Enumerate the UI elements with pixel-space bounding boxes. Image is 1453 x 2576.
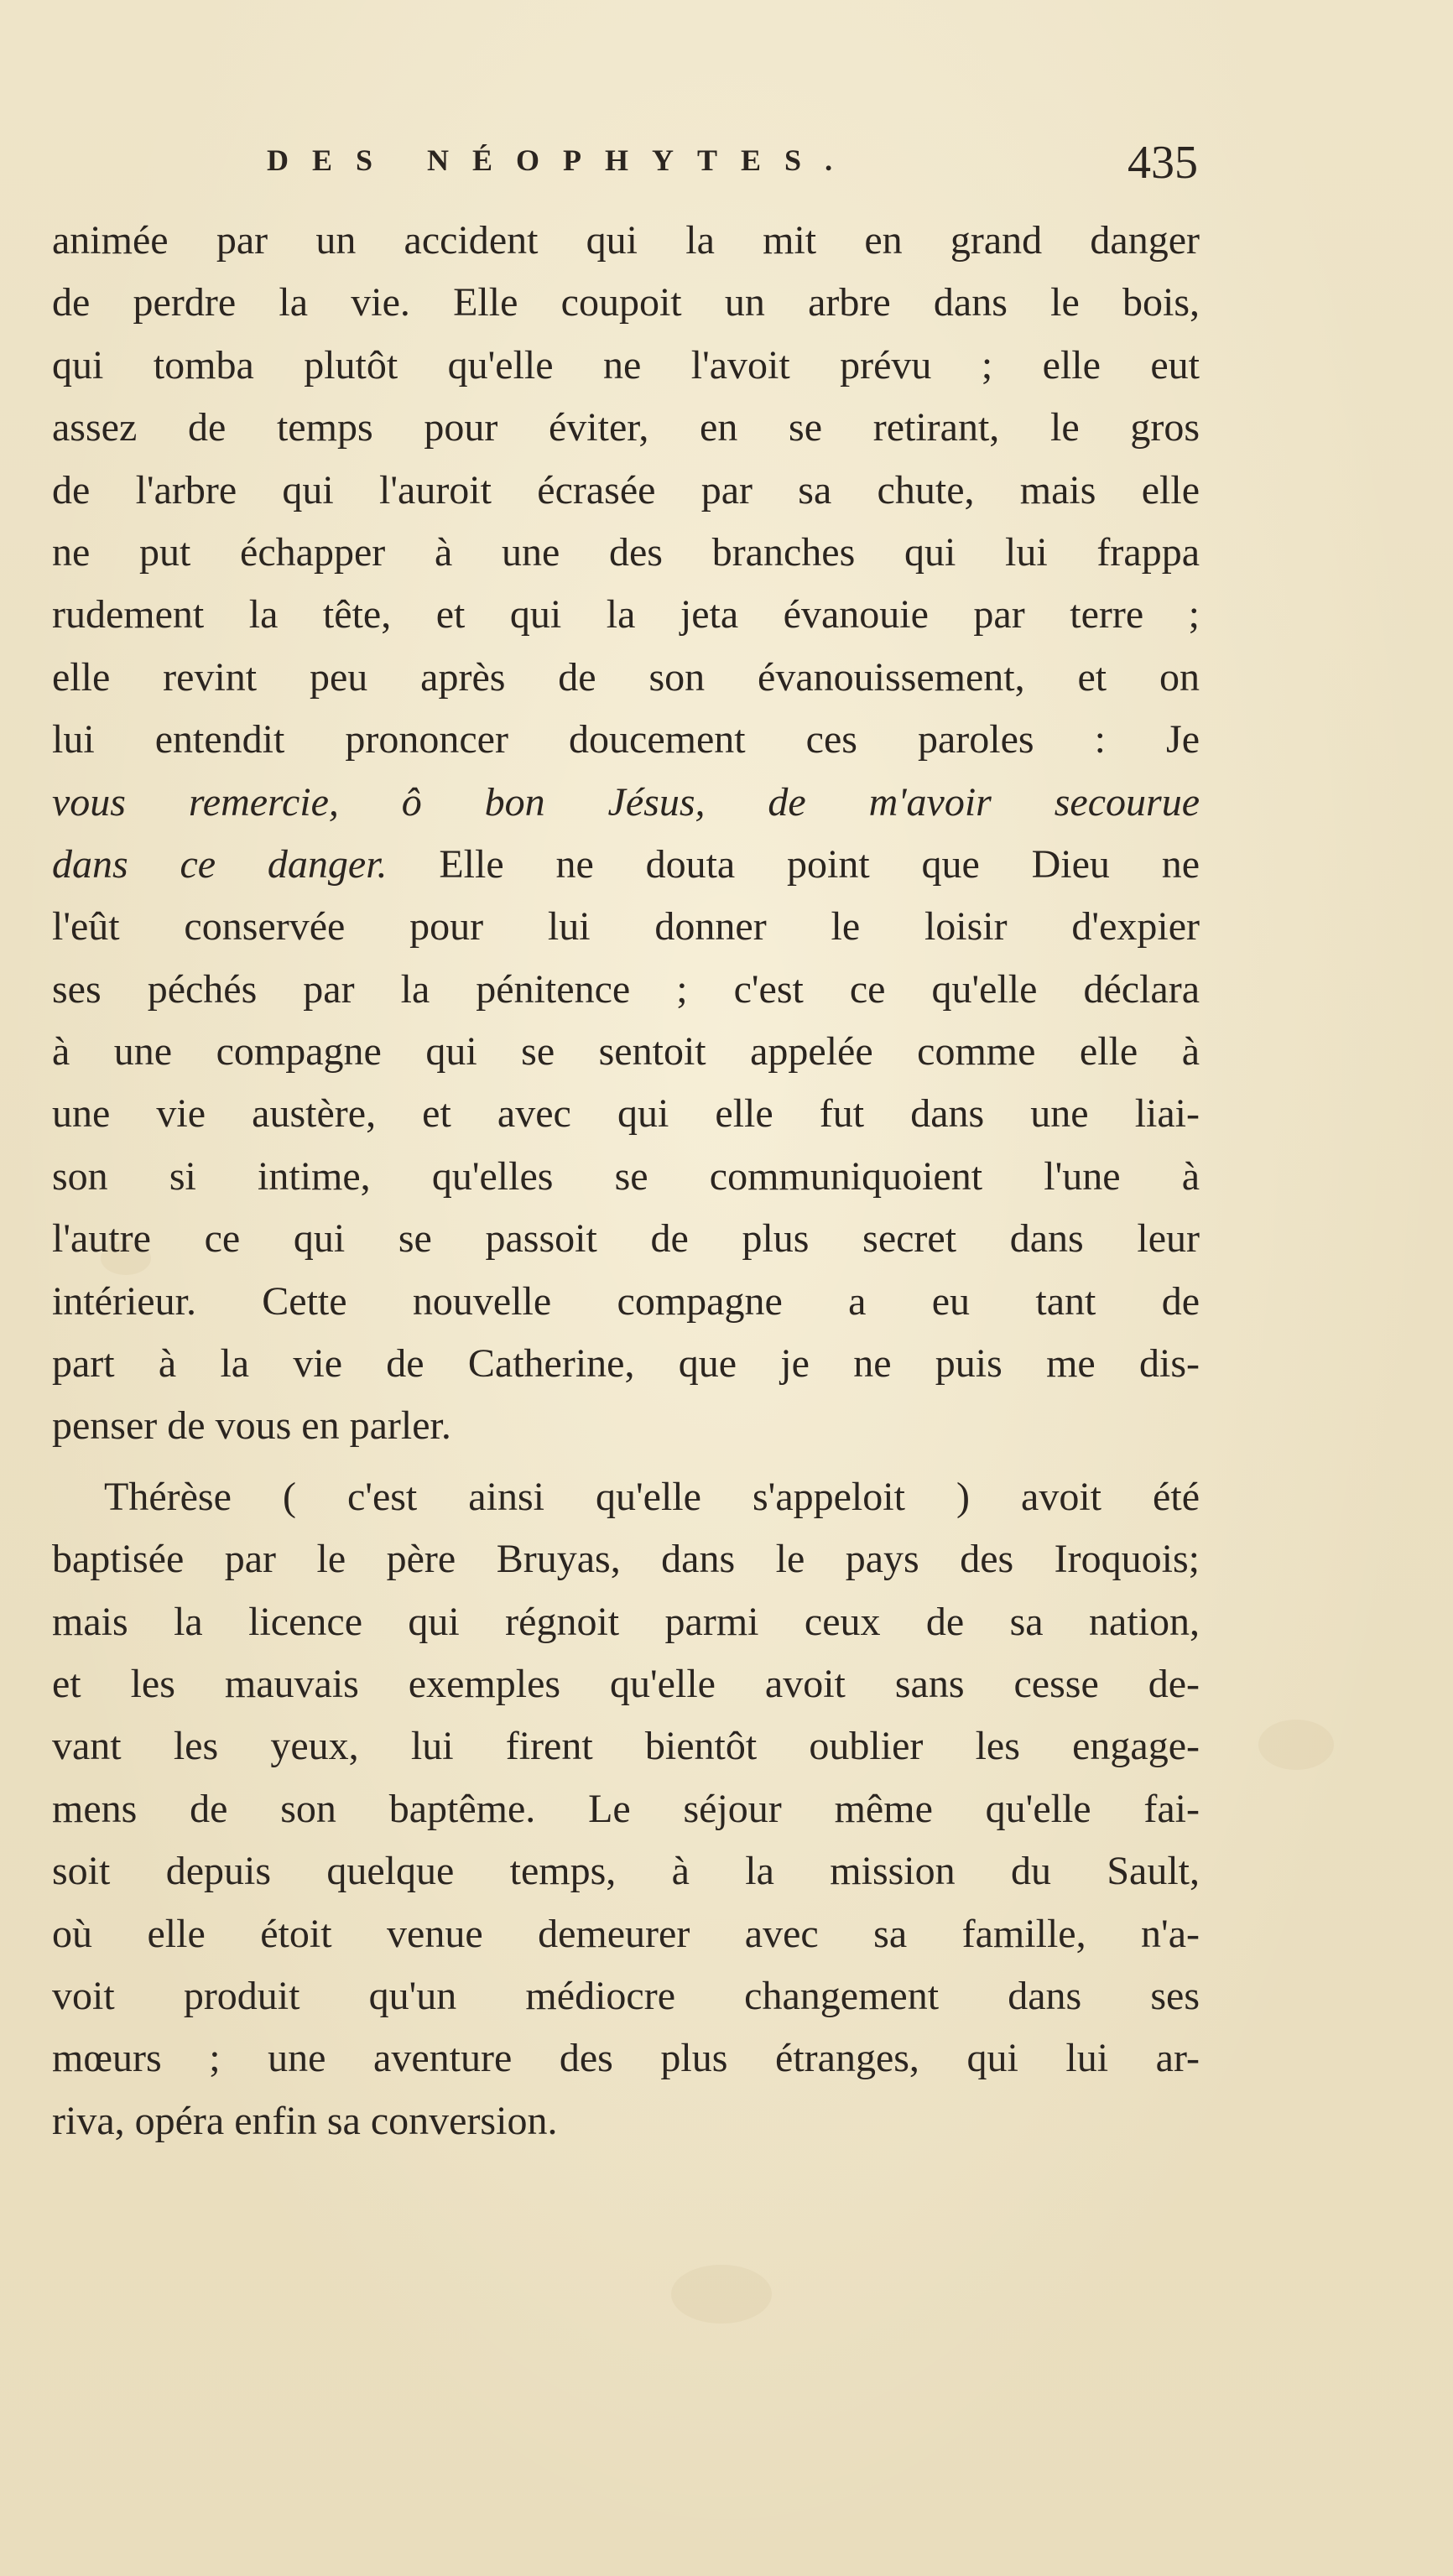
body-text bbox=[52, 210, 1200, 2152]
text-line: Thérèse ( c'est ainsi qu'elle s'appeloit ) avoit été bbox=[104, 1474, 1200, 1519]
text-line: l'autre ce qui se passoit de plus secret dans leur bbox=[52, 1216, 1200, 1262]
page-header bbox=[267, 136, 1198, 189]
text-line: une vie austère, et avec qui elle fut dans une liai- bbox=[52, 1091, 1200, 1137]
text-line: soit depuis quelque temps, à la mission du Sault, bbox=[52, 1849, 1200, 1894]
paper-stain bbox=[671, 2265, 772, 2324]
text-line: son si intime, qu'elles se communiquoient l'une à bbox=[52, 1153, 1200, 1199]
text-line: qui tomba plutôt qu'elle ne l'avoit prévu ; elle eut bbox=[52, 342, 1200, 388]
text-line: intérieur. Cette nouvelle compagne a eu tant de bbox=[52, 1278, 1200, 1324]
text-line: de perdre la vie. Elle coupoit un arbre dans le bois, bbox=[52, 280, 1200, 325]
text-line bbox=[52, 834, 1200, 896]
text-line: mœurs ; une aventure des plus étranges, qui lui ar- bbox=[52, 2036, 1200, 2081]
text-line: mens de son baptême. Le séjour même qu'elle fai- bbox=[52, 1786, 1200, 1831]
text-line: ses péchés par la pénitence ; c'est ce qu'elle déclara bbox=[52, 966, 1200, 1012]
text-line: ne put échapper à une des branches qui lui frappa bbox=[52, 529, 1200, 575]
text-line: voit produit qu'un médiocre changement dans ses bbox=[52, 1973, 1200, 2018]
text-line: riva, opéra enfin sa conversion. bbox=[52, 2098, 558, 2143]
text-line: rudement la tête, et qui la jeta évanouie par terre ; bbox=[52, 592, 1200, 637]
text-line: vant les yeux, lui firent bientôt oublier les engage- bbox=[52, 1724, 1200, 1769]
text-line-roman: Elle ne douta point que Dieu ne bbox=[387, 841, 1200, 887]
text-line: mais la licence qui régnoit parmi ceux de sa nation, bbox=[52, 1599, 1200, 1644]
text-line: baptisée par le père Bruyas, dans le pays des Iroquois; bbox=[52, 1537, 1200, 1582]
italic-phrase: dans ce danger. bbox=[52, 841, 388, 887]
text-line: où elle étoit venue demeurer avec sa famille, n'a- bbox=[52, 1911, 1200, 1956]
text-line: l'eût conservée pour lui donner le loisir d'expier bbox=[52, 904, 1200, 950]
running-title: DES NÉOPHYTES. bbox=[267, 143, 857, 177]
text-line: part à la vie de Catherine, que je ne puis me dis- bbox=[52, 1341, 1200, 1387]
text-line: penser de vous en parler. bbox=[52, 1403, 451, 1449]
text-line-roman: lui entendit prononcer doucement ces paroles : Je bbox=[52, 717, 1200, 762]
text-line-italic: vous remercie, ô bon Jésus, de m'avoir secourue bbox=[52, 779, 1200, 825]
paper-stain bbox=[1258, 1720, 1334, 1770]
text-line: à une compagne qui se sentoit appelée comme elle à bbox=[52, 1029, 1200, 1075]
text-line bbox=[52, 709, 1200, 771]
text-line: de l'arbre qui l'auroit écrasée par sa chute, mais elle bbox=[52, 467, 1200, 513]
text-line: assez de temps pour éviter, en se retirant, le gros bbox=[52, 405, 1200, 450]
page-number: 435 bbox=[1128, 137, 1198, 189]
text-line: et les mauvais exemples qu'elle avoit sans cesse de- bbox=[52, 1661, 1200, 1706]
text-line: animée par un accident qui la mit en grand danger bbox=[52, 218, 1200, 263]
paragraph-gap bbox=[52, 1458, 1200, 1466]
text-line: elle revint peu après de son évanouissement, et on bbox=[52, 654, 1200, 700]
